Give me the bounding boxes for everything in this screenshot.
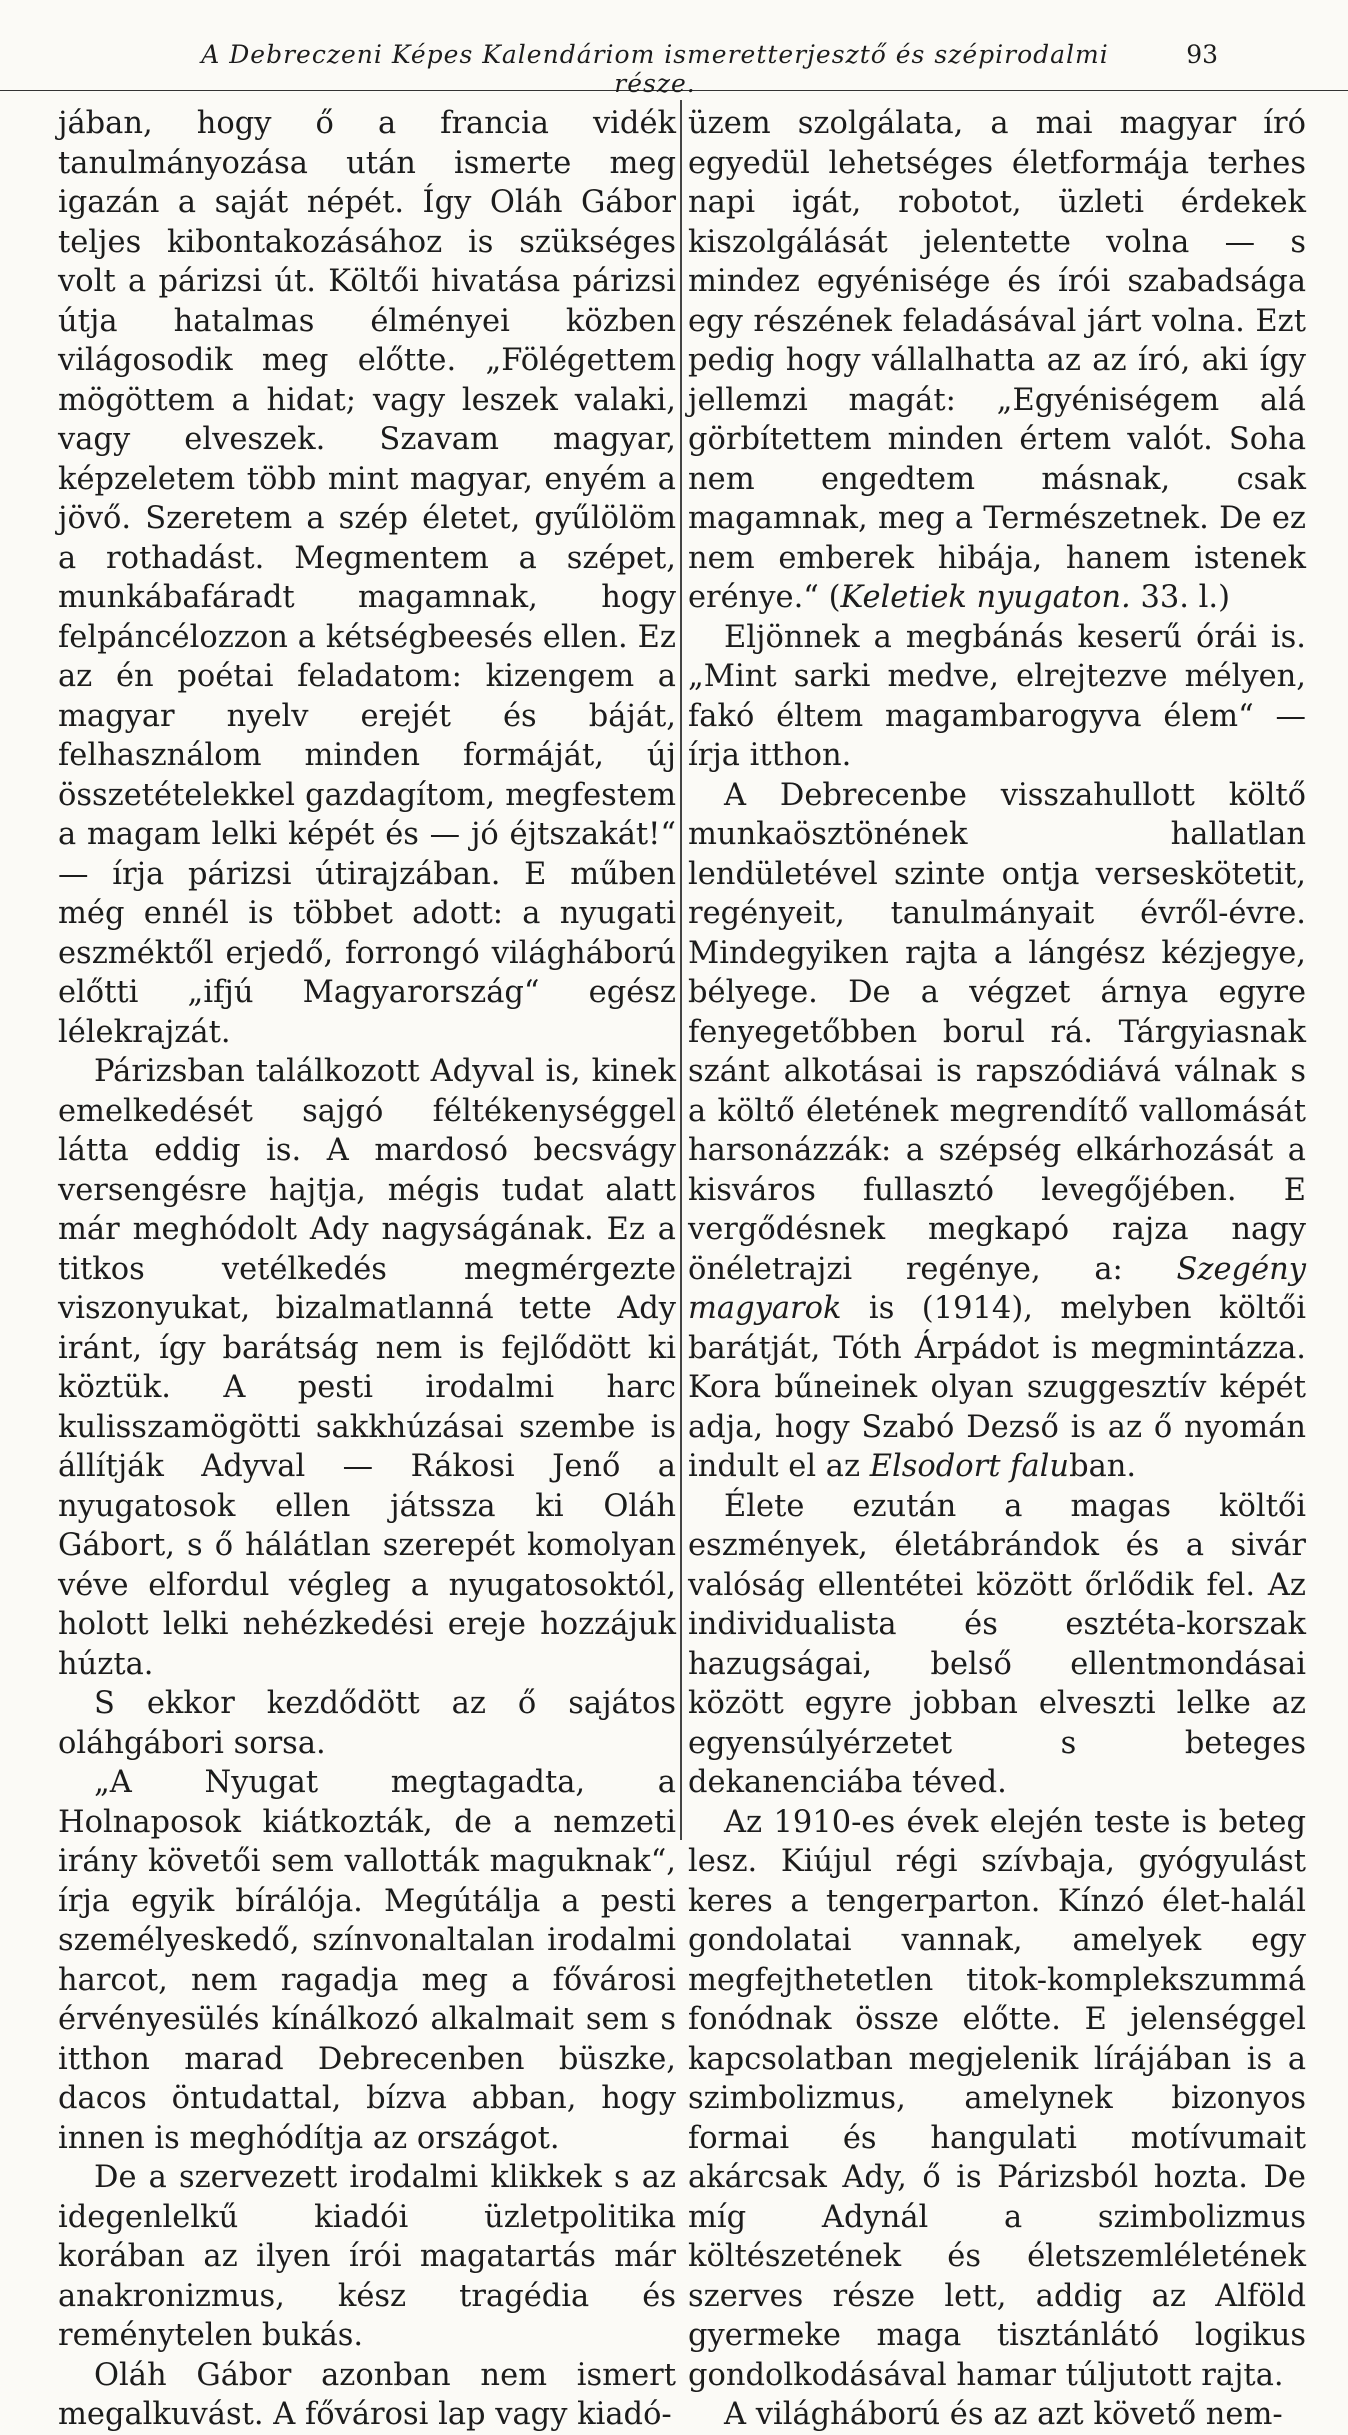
right-paragraph-2: Eljönnek a megbánás keserű órái is. „Mint sarki medve, elrejtezve mélyen, fakó éltem magambarogyva élem“ — írja itthon. bbox=[688, 619, 1306, 773]
right-paragraph-1-text: üzem szolgálata, a mai magyar író egyedül lehetséges életformája terhes napi igát, robotot, üzleti érdekek kiszolgálását jelentette volna — s mindez egyénisége és írói szabadsága egy részének feladásával járt volna. Ezt pedig hogy vállalhatta az az író, aki így jellemzi magát: „Egyéniségem alá görbítettem minden értem valót. Soha nem engedtem másnak, csak magamnak, meg a Természetnek. De ez nem emberek hibája, hanem istenek erénye.“ ( bbox=[688, 106, 1306, 615]
left-paragraph-2: Párizsban találkozott Adyval is, kinek emelkedését sajgó féltékenységgel látta eddig is. A mardosó becsvágy versengésre hajtja, mégis tudat alatt már meghódolt Ady nagyságának. Ez a titkos vetélkedés megmérgezte viszonyukat, bizalmatlanná tette Ady iránt, így barátság nem is fejlődött ki köztük. A pesti irodalmi harc kulisszamögötti sakkhúzásai szembe is állítják Adyval — Rákosi Jenő a nyugatosok ellen játssza ki Oláh Gábort, s ő hálátlan szerepét komolyan véve elfordul végleg a nyugatosoktól, holott lelki nehézkedési ereje hozzájuk húzta. bbox=[58, 1054, 676, 1682]
left-paragraph-5: De a szervezett irodalmi klikkek s az idegenlelkű kiadói üzletpolitika korában az ilyen írói magatartás már anakronizmus, kész tragédia és reménytelen bukás. bbox=[58, 2160, 676, 2353]
right-paragraph-3 bbox=[688, 776, 1306, 1487]
header-title: A Debreczeni Képes Kalendáriom ismeretterjesztő és szépirodalmi része. bbox=[201, 40, 1109, 98]
right-paragraph-3-part-b: is (1914), melyben költői barátját, Tóth Árpádot is megmintázza. Kora bűneinek olyan szuggesztív képét adja, hogy Szabó Dezső is az ő nyomán indult el az bbox=[688, 1291, 1306, 1484]
right-paragraph-5: Az 1910-es évek elején teste is beteg lesz. Kiújul régi szívbaja, gyógyulást keres a tengerparton. Kínzó élet-halál gondolatai vannak, amelyek egy megfejthetetlen titok-komplekszummá fonódnak össze előtte. E jelenséggel kapcsolatban megjelenik lírájában is a szimbolizmus, amelynek bizonyos formai és hangulati motívumait akárcsak Ady, ő is Párizsból hozta. De míg Adynál a szimbolizmus költészetének és életszemléletének szerves része lett, addig az Alföld gyermeke maga tisztánlátó logikus gondolkodásával hamar túljutott rajta. bbox=[688, 1804, 1306, 2393]
left-column bbox=[58, 104, 676, 2435]
right-paragraph-4: Élete ezután a magas költői eszmények, életábrándok és a sivár valóság ellentétei között őrlődik fel. Az individualista és esztéta-korszak hazugságai, belső ellentmondásai között egyre jobban elveszti lelke az egyensúlyérzetet s beteges dekanenciába téved. bbox=[688, 1488, 1306, 1800]
book-title-szegeny-magyarok: Szegény magyarok bbox=[688, 1251, 1306, 1326]
right-paragraph-1 bbox=[688, 104, 1306, 618]
right-paragraph-6: A világháború és az azt követő nem- bbox=[724, 2397, 1283, 2432]
right-paragraph-3-part-a: A Debrecenbe visszahullott költő munkaösztönének hallatlan lendületével szinte ontja verseskötetit, regényeit, tanulmányait évről-évre. Mindegyiken rajta a lángész kézjegye, bélyege. De a végzet árnya egyre fenyegetőbben borul rá. Tárgyiasnak szánt alkotásai is rapszódiává válnak s a költő életének megrendítő vallomását harsonázzák: a szépség elkárhozását a kisváros fullasztó levegőjében. E vergődésnek megkapó rajza nagy önéletrajzi regénye, a: bbox=[688, 777, 1306, 1287]
left-paragraph-4: „A Nyugat megtagadta, a Holnaposok kiátkozták, de a nemzeti irány követői sem vallották maguknak“, írja egyik bírálója. Megútálja a pesti személyeskedő, színvonaltalan irodalmi harcot, nem ragadja meg a fővárosi érvényesülés kínálkozó alkalmait sem s itthon marad Debrecenben büszke, dacos öntudattal, bízva abban, hogy innen is meghódítja az országot. bbox=[58, 1765, 676, 2156]
left-paragraph-3: S ekkor kezdődött az ő sajátos oláhgábori sorsa. bbox=[58, 1686, 676, 1761]
running-header bbox=[0, 40, 1348, 98]
right-column bbox=[688, 104, 1306, 2435]
citation-title: Keletiek nyugaton. bbox=[840, 580, 1131, 615]
column-divider bbox=[680, 100, 682, 1840]
book-title-elsodort-falu: Elsodort falu bbox=[869, 1449, 1070, 1484]
left-paragraph-1: jában, hogy ő a francia vidék tanulmányozása után ismerte meg igazán a saját népét. Így Oláh Gábor teljes kibontakozásához is szükséges volt a párizsi út. Költői hivatása párizsi útja hatalmas élményei közben világosodik meg előtte. „Fölégettem mögöttem a hidat; vagy leszek valaki, vagy elveszek. Szavam magyar, képzeletem több mint magyar, enyém a jövő. Szeretem a szép életet, gyűlölöm a rothadást. Megmentem a szépet, munkábafáradt magamnak, hogy felpáncélozzon a kétségbeesés ellen. Ez az én poétai feladatom: kizengem a magyar nyelv erejét és báját, felhasználom minden formáját, új összetételekkel gazdagítom, megfestem a magam lelki képét és — jó éjtszakát!“ — írja párizsi útirajzában. E műben még ennél is többet adott: a nyugati eszméktől erjedő, forrongó világháború előtti „ifjú Magyarország“ egész lélekrajzát. bbox=[58, 106, 676, 1050]
right-paragraph-1-end: 33. l.) bbox=[1130, 580, 1230, 615]
page-number: 93 bbox=[1186, 40, 1218, 69]
left-paragraph-6: Oláh Gábor azonban nem ismert megalkuvást. A fővárosi lap vagy kiadó- bbox=[58, 2357, 676, 2432]
right-paragraph-3-part-c: ban. bbox=[1069, 1449, 1137, 1484]
